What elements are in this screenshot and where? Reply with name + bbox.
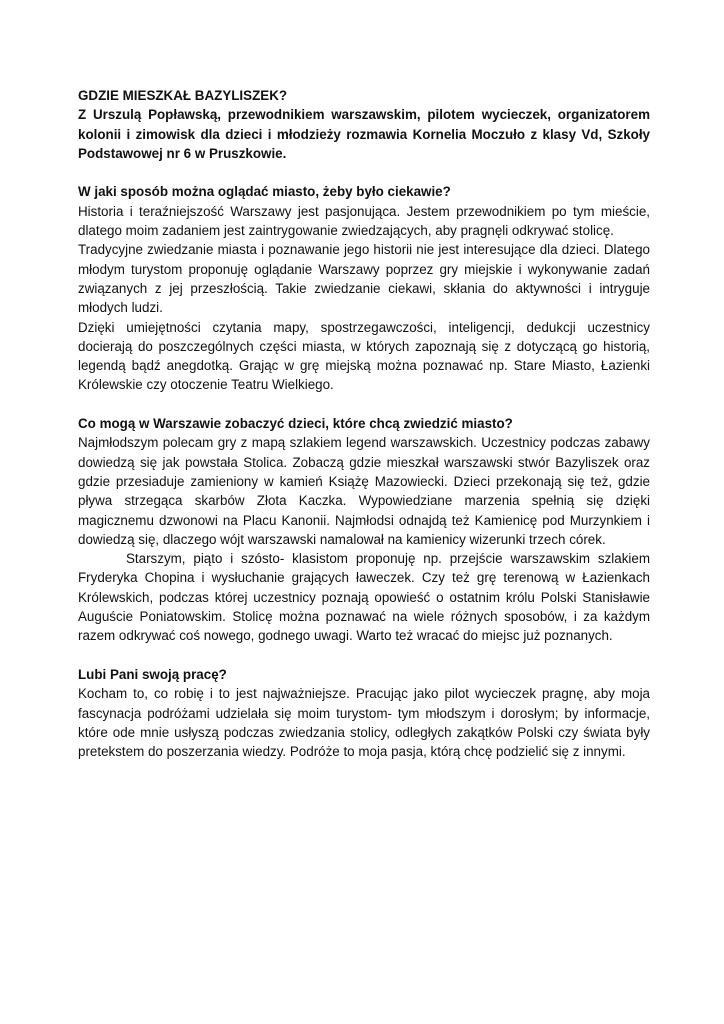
answer-2-paragraph-2: Starszym, piąto i szósto- klasistom proponuję np. przejście warszawskim szlakiem Fryderyka Chopina i wysłuchanie grających ławeczek. Czy też grę terenową w Łazienkach Królewskich, podczas której uczestnicy poznają opowieść o ostatnim królu Polski Stanisławie Auguście Poniatowskim. Stolicę można poznawać na wiele różnych sposobów, i za każdym razem odkrywać coś nowego, godnego uwagi. Warto też wracać do miejsc już poznanych.	[78, 551, 650, 644]
answer-1-paragraph-2: Tradycyjne zwiedzanie miasta i poznawanie jego historii nie jest interesujące dla dzieci. Dlatego młodym turystom proponuję oglądanie Warszawy poprzez gry miejskie i wykonywanie zadań związanych z jej przeszłością. Takie zwiedzanie ciekawi, skłania do aktywności i intryguje młodych ludzi.	[78, 242, 650, 316]
answer-2-paragraph-1: Najmłodszym polecam gry z mapą szlakiem legend warszawskich. Uczestnicy podczas zabawy dowiedzą się jak powstała Stolica. Zobaczą gdzie mieszkał warszawski stwór Bazyliszek oraz gdzie przesiaduje zamieniony w kamień Książę Mazowiecki. Dzieci przekonają się też, gdzie pływa strzegąca skarbów Złota Kaczka. Wypowiedziane marzenia spełnią się dzięki magicznemu dzwonowi na Placu Kanonii. Najmłodsi odnajdą też Kamienicę pod Murzynkiem i dowiedzą się, dlaczego wójt warszawski namalował na kamienicy wizerunki trzech córek.	[78, 435, 650, 547]
answer-1-paragraph-3: Dzięki umiejętności czytania mapy, spostrzegawczości, inteligencji, dedukcji uczestnicy docierają do poszczególnych części miasta, w których zapoznają się z dotyczącą go historią, legendą bądź anegdotką. Grając w grę miejską można poznawać np. Stare Miasto, Łazienki Królewskie czy otoczenie Teatru Wielkiego.	[78, 319, 650, 393]
answer-3-paragraph-1: Kocham to, co robię i to jest najważniejsze. Pracując jako pilot wycieczek pragnę, aby moja fascynacja podróżami udzielała się moim turystom- tym młodszym i dorosłym; by informacje, które ode mnie usłyszą podczas zwiedzania stolicy, odległych zakątków Polski czy świata były pretekstem do poszerzania wiedzy. Podróże to moja pasja, którą chcę podzielić się z innymi.	[78, 686, 650, 760]
question-1: W jaki sposób można oglądać miasto, żeby było ciekawie?	[78, 184, 451, 200]
article-intro: Z Urszulą Popławską, przewodnikiem warszawskim, pilotem wycieczek, organizatorem kolonii i zimowisk dla dzieci i młodzieży rozmawia Kornelia Moczuło z klasy Vd, Szkoły Podstawowej nr 6 w Pruszkowie.	[78, 107, 650, 161]
answer-1-paragraph-1: Historia i teraźniejszość Warszawy jest pasjonująca. Jestem przewodnikiem po tym mieście, dlatego moim zadaniem jest zaintrygowanie zwiedzających, aby pragnęli odkrywać stolicę.	[78, 203, 650, 239]
article-title: GDZIE MIESZKAŁ BAZYLISZEK?	[78, 88, 288, 103]
question-2: Co mogą w Warszawie zobaczyć dzieci, które chcą zwiedzić miasto?	[78, 416, 513, 432]
document-page	[78, 86, 650, 761]
question-3: Lubi Pani swoją pracę?	[78, 666, 227, 682]
